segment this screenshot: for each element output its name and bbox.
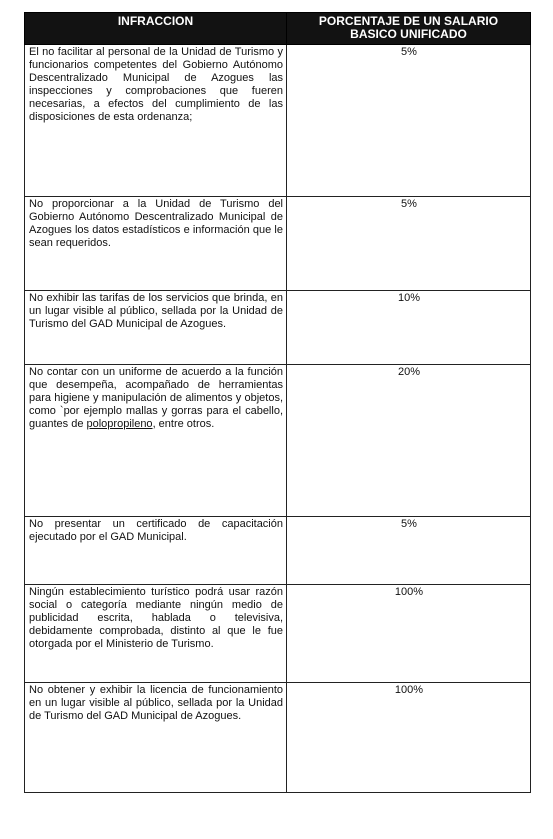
infraccion-text-end: , entre otros. (152, 418, 215, 430)
porcentaje-cell: 10% (287, 291, 531, 365)
table-row (25, 517, 531, 585)
table-row (25, 197, 531, 291)
table-row (25, 365, 531, 517)
porcentaje-cell: 5% (287, 517, 531, 585)
header-porcentaje (287, 13, 531, 45)
infraccion-text: No contar con un uniforme de acuerdo a la función que desempeña, acompañado de herramientas para higiene y manipulación de alimentos y objetos, como `por ejemplo mallas y gorras para el cabello, guantes de (29, 366, 283, 430)
table-row (25, 45, 531, 197)
infraccion-cell: No presentar un certificado de capacitación ejecutado por el GAD Municipal. (25, 517, 287, 585)
header-infraccion-label: INFRACCION (117, 14, 194, 28)
infraccion-cell: Ningún establecimiento turístico podrá usar razón social o categoría mediante ningún medio de publicidad escrita, hablada o televisiva, debidamente comprobada, distinto al que le fue otorgada por el Ministerio de Turismo. (25, 585, 287, 683)
header-infraccion (25, 13, 287, 45)
infraccion-cell (25, 365, 287, 517)
table-header-row (25, 13, 531, 45)
table-row (25, 291, 531, 365)
infractions-document (24, 12, 530, 793)
porcentaje-cell: 100% (287, 683, 531, 793)
infractions-table (24, 12, 531, 793)
porcentaje-cell: 20% (287, 365, 531, 517)
infraccion-cell: No proporcionar a la Unidad de Turismo del Gobierno Autónomo Descentralizado Municipal de Azogues los datos estadísticos e información que le sean requeridos. (25, 197, 287, 291)
header-porcentaje-line2: BASICO UNIFICADO (350, 27, 467, 41)
table-row (25, 585, 531, 683)
porcentaje-cell: 100% (287, 585, 531, 683)
infraccion-cell: No exhibir las tarifas de los servicios que brinda, en un lugar visible al público, sellada por la Unidad de Turismo del GAD Municipal de Azogues. (25, 291, 287, 365)
header-porcentaje-line1: PORCENTAJE DE UN SALARIO (318, 14, 499, 28)
table-row (25, 683, 531, 793)
porcentaje-cell: 5% (287, 45, 531, 197)
infraccion-cell: El no facilitar al personal de la Unidad de Turismo y funcionarios competentes del Gobierno Autónomo Descentralizado Municipal de Azogues las inspecciones y comprobaciones que fueren necesarias, a efectos del cumplimiento de las disposiciones de esta ordenanza; (25, 45, 287, 197)
infraccion-cell: No obtener y exhibir la licencia de funcionamiento en un lugar visible al público, sellada por la Unidad de Turismo del GAD Municipal de Azogues. (25, 683, 287, 793)
infraccion-underlined-word: polopropileno (86, 418, 153, 430)
porcentaje-cell: 5% (287, 197, 531, 291)
